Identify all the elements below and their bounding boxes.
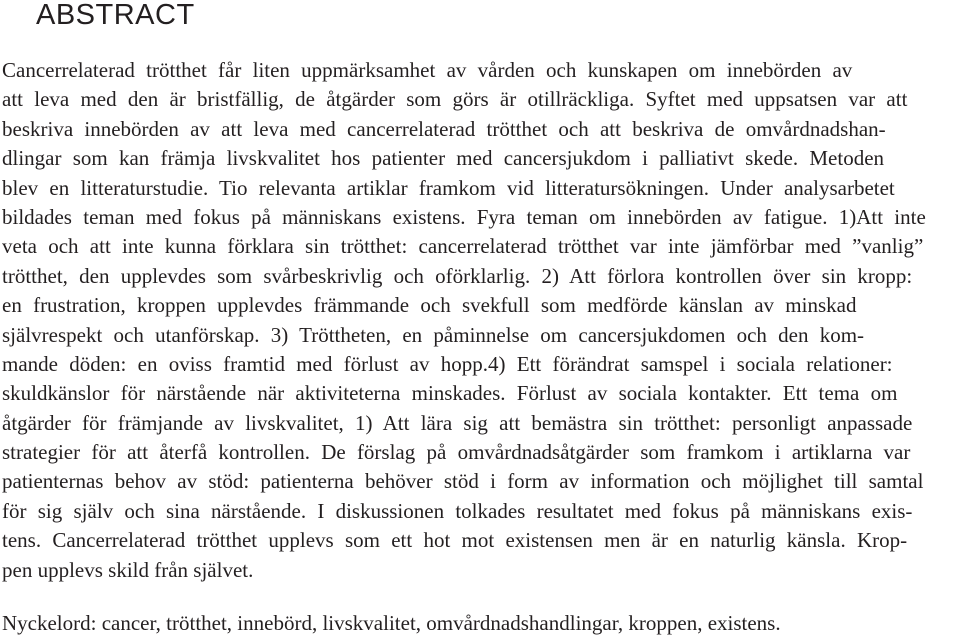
- abstract-line: självrespekt och utanförskap. 3) Tröttheten, en påminnelse om cancersjukdomen och den kom-: [2, 322, 865, 347]
- abstract-line: beskriva innebörden av att leva med cancerrelaterad trötthet och att beskriva de omvårdnadshan-: [2, 116, 886, 141]
- abstract-body: [2, 56, 952, 585]
- keywords-line: Nyckelord: cancer, trötthet, innebörd, livskvalitet, omvårdnadshandlingar, kroppen, existens.: [2, 611, 781, 636]
- abstract-line: mande döden: en oviss framtid med förlust av hopp.4) Ett förändrat samspel i sociala relationer:: [2, 351, 893, 376]
- abstract-line: en frustration, kroppen upplevdes främmande och svekfull som medförde känslan av minskad: [2, 293, 857, 318]
- abstract-line: tens. Cancerrelaterad trötthet upplevs som ett hot mot existensen men är en naturlig känsla. Krop-: [2, 528, 908, 553]
- abstract-line: åtgärder för främjande av livskvalitet, 1) Att lära sig att bemästra sin trötthet: personligt anpassade: [2, 410, 913, 435]
- abstract-line: strategier för att återfå kontrollen. De förslag på omvårdnadsåtgärder som framkom i artiklarna var: [2, 440, 911, 465]
- abstract-line: att leva med den är bristfällig, de åtgärder som görs är otillräckliga. Syftet med uppsatsen var att: [2, 87, 908, 112]
- abstract-line: blev en litteraturstudie. Tio relevanta artiklar framkom vid litteratursökningen. Under analysarbetet: [2, 175, 895, 200]
- abstract-page: [2, 0, 952, 638]
- abstract-line: trötthet, den upplevdes som svårbeskrivlig och oförklarlig. 2) Att förlora kontrollen över sin kropp:: [2, 263, 913, 288]
- abstract-line: dlingar som kan främja livskvalitet hos patienter med cancersjukdom i palliativt skede. Metoden: [2, 146, 885, 171]
- abstract-line: patienternas behov av stöd: patienterna behöver stöd i form av information och möjlighet till samtal: [2, 469, 924, 494]
- abstract-line: för sig själv och sina närstående. I diskussionen tolkades resultatet med fokus på människans exis-: [2, 498, 913, 523]
- abstract-line: pen upplevs skild från självet.: [2, 557, 254, 582]
- abstract-line: Cancerrelaterad trötthet får liten uppmärksamhet av vården och kunskapen om innebörden av: [2, 58, 853, 82]
- abstract-line: veta och att inte kunna förklara sin trötthet: cancerrelaterad trötthet var inte jämförbar med ”vanlig”: [2, 234, 924, 259]
- abstract-heading: ABSTRACT: [36, 0, 195, 31]
- abstract-line: skuldkänslor för närstående när aktiviteterna minskades. Förlust av sociala kontakter. Ett tema om: [2, 381, 898, 406]
- abstract-line: bildades teman med fokus på människans existens. Fyra teman om innebörden av fatigue. 1)Att inte: [2, 204, 926, 229]
